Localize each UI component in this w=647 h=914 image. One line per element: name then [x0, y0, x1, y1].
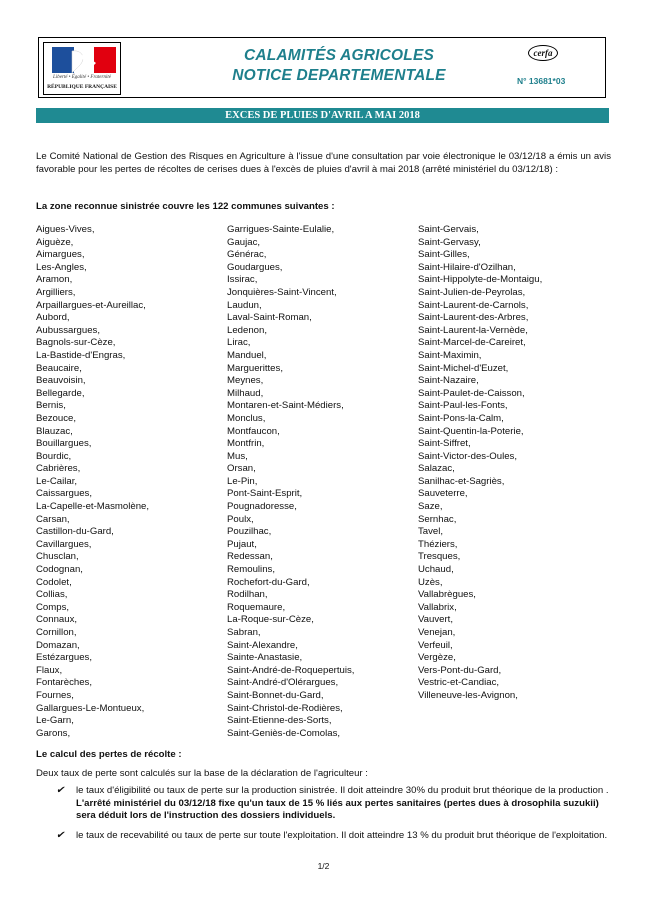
commune-item: Garons, [36, 727, 71, 739]
eligibility-bold-text: L'arrêté ministériel du 03/12/18 fixe qu'un taux de 15 % liés aux pertes sanitaires (pertes dues à drosophila suzukii) sera déduit lors de l'instruction des dossiers individuels. [76, 797, 599, 822]
commune-item: Argilliers, [36, 286, 76, 298]
commune-item: Saint-Gervais, [418, 224, 479, 235]
commune-item: Issirac, [227, 274, 258, 286]
eligibility-bullet [56, 785, 610, 823]
commune-item: Garrigues-Sainte-Eulalie, [227, 224, 335, 235]
commune-item: Cavillargues, [36, 538, 92, 550]
commune-item: Sabran, [227, 627, 261, 638]
commune-item: Pougnadoresse, [227, 501, 297, 513]
commune-item: La-Capelle-et-Masmolène, [36, 501, 150, 513]
commune-item: Saint-Siffret, [418, 438, 471, 450]
commune-item: Aigues-Vives, [36, 224, 95, 235]
commune-item: Bezouce, [36, 412, 77, 424]
commune-item: Vergèze, [418, 652, 456, 664]
commune-item: Carsan, [36, 513, 70, 525]
commune-item: Montfaucon, [227, 425, 280, 437]
commune-item: Aramon, [36, 274, 73, 286]
commune-item: Bagnols-sur-Cèze, [36, 337, 116, 349]
commune-item: Sernhac, [418, 513, 457, 525]
recevability-text: le taux de recevabilité ou taux de perte sur toute l'exploitation. Il doit atteindre 13 % du produit brut théorique de l'exploitation. [76, 830, 608, 841]
commune-item: Saint-Julien-de-Peyrolas, [418, 286, 526, 298]
commune-item: Tresques, [418, 551, 461, 563]
commune-item: Vers-Pont-du-Gard, [418, 664, 502, 676]
title-line-1: CALAMITÉS AGRICOLES [243, 47, 435, 64]
commune-item: Montaren-et-Saint-Médiers, [227, 400, 344, 412]
commune-item: Rochefort-du-Gard, [227, 576, 310, 588]
commune-item: Fournes, [36, 689, 74, 701]
commune-item: Bernis, [36, 400, 66, 412]
commune-item: Générac, [227, 249, 267, 261]
commune-item: Saze, [418, 501, 443, 513]
commune-item: Villeneuve-les-Avignon, [418, 689, 518, 701]
commune-item: Chusclan, [36, 551, 79, 563]
commune-item: Saint-Laurent-des-Arbres, [418, 312, 529, 324]
republique-francaise-logo [43, 42, 121, 95]
commune-item: Collias, [36, 589, 68, 601]
commune-item: Saint-Etienne-des-Sorts, [227, 715, 332, 727]
commune-item: Caissargues, [36, 488, 92, 500]
commune-item: Arpaillargues-et-Aureillac, [36, 299, 146, 311]
commune-item: Gallargues-Le-Montueux, [36, 702, 145, 714]
commune-item: Saint-Hilaire-d'Ozilhan, [418, 261, 516, 273]
commune-item: Saint-Geniès-de-Comolas, [227, 727, 341, 739]
commune-item: Théziers, [418, 538, 458, 550]
commune-item: Saint-Marcel-de-Careiret, [418, 337, 526, 349]
commune-item: Sauveterre, [418, 488, 468, 500]
commune-item: Comps, [36, 601, 70, 613]
commune-item: Cornillon, [36, 627, 77, 638]
commune-item: Laval-Saint-Roman, [227, 312, 312, 324]
commune-item: Codognan, [36, 564, 83, 576]
commune-item: Vauvert, [418, 614, 454, 626]
eligibility-text: le taux d'éligibilité ou taux de perte sur la production sinistrée. Il doit atteindre 30% du produit brut théorique de la production . [76, 785, 609, 796]
commune-item: Le-Cailar, [36, 475, 78, 487]
intro-paragraph: Le Comité National de Gestion des Risques en Agriculture à l'issue d'une consultation par voie électronique le 03/12/18 a émis un avis favorable pour les pertes de récoltes de cerises dues à l'excès de pluies d'avril à mai 2018 (arrêté ministériel du 03/12/18) : [36, 151, 611, 175]
commune-item: La-Roque-sur-Cèze, [227, 614, 314, 626]
commune-item: Vallabrix, [418, 601, 457, 613]
commune-item: Aimargues, [36, 249, 85, 261]
commune-item: Castillon-du-Gard, [36, 526, 114, 538]
commune-item: Saint-Alexandre, [227, 639, 298, 651]
commune-item: Aiguèze, [36, 236, 74, 248]
commune-item: Mus, [227, 450, 248, 462]
commune-item: Poulx, [227, 513, 254, 525]
commune-item: Lirac, [227, 337, 251, 349]
commune-item: Goudargues, [227, 261, 283, 273]
commune-item: Estézargues, [36, 652, 92, 664]
commune-item: Saint-Christol-de-Rodières, [227, 702, 343, 714]
commune-item: Saint-Michel-d'Euzet, [418, 362, 509, 374]
commune-item: Pujaut, [227, 538, 257, 550]
commune-item: Rodilhan, [227, 589, 268, 601]
zone-heading: La zone reconnue sinistrée couvre les 122 communes suivantes : [36, 201, 335, 212]
commune-item: Gaujac, [227, 236, 261, 248]
recevability-bullet [56, 830, 610, 843]
commune-item: Vestric-et-Candiac, [418, 677, 500, 689]
commune-item: Laudun, [227, 299, 262, 311]
logo-motto: Liberté • Égalité • Fraternité [53, 75, 111, 80]
commune-item: Aubussargues, [36, 324, 100, 336]
commune-item: Codolet, [36, 576, 72, 588]
commune-item: Saint-Paul-les-Fonts, [418, 400, 508, 412]
calc-heading: Le calcul des pertes de récolte : [36, 749, 182, 760]
commune-item: Saint-Laurent-de-Carnols, [418, 299, 529, 311]
commune-item: Saint-Laurent-la-Vernède, [418, 324, 528, 336]
commune-item: Connaux, [36, 614, 78, 626]
commune-item: Pont-Saint-Esprit, [227, 488, 303, 500]
document-header [38, 37, 606, 98]
form-number: N° 13681*03 [517, 76, 566, 86]
commune-item: Saint-André-d'Olérargues, [227, 677, 339, 689]
commune-item: Le-Pin, [227, 475, 258, 487]
commune-item: Sanilhac-et-Sagriès, [418, 475, 505, 487]
commune-item: Bourdic, [36, 450, 72, 462]
commune-item: Saint-Gilles, [418, 249, 470, 261]
logo-country: RÉPUBLIQUE FRANÇAISE [47, 84, 117, 90]
commune-item: Monclus, [227, 412, 266, 424]
commune-item: Manduel, [227, 349, 267, 361]
commune-item: Blauzac, [36, 425, 73, 437]
commune-item: Ledenon, [227, 324, 268, 336]
commune-item: Tavel, [418, 526, 444, 538]
commune-item: Saint-Gervasy, [418, 236, 481, 248]
page-number: 1/2 [317, 861, 330, 871]
commune-item: Domazan, [36, 639, 80, 651]
commune-item: Meynes, [227, 375, 264, 387]
marianne-flag-icon [52, 47, 116, 73]
calc-intro: Deux taux de perte sont calculés sur la base de la déclaration de l'agriculteur : [36, 768, 368, 779]
commune-item: Saint-Bonnet-du-Gard, [227, 689, 324, 701]
commune-item: Marguerittes, [227, 362, 283, 374]
commune-item: Remoulins, [227, 564, 275, 576]
commune-item: Uzès, [418, 576, 443, 588]
commune-item: Uchaud, [418, 564, 454, 576]
commune-item: Saint-André-de-Roquepertuis, [227, 664, 355, 676]
commune-item: Le-Garn, [36, 715, 74, 727]
commune-item: Fontarèches, [36, 677, 92, 689]
commune-item: La-Bastide-d'Engras, [36, 349, 126, 361]
commune-item: Montfrin, [227, 438, 265, 450]
commune-item: Les-Angles, [36, 261, 87, 273]
section-banner: EXCES DE PLUIES D'AVRIL A MAI 2018 [36, 108, 609, 123]
commune-item: Saint-Paulet-de-Caisson, [418, 387, 525, 399]
checkmark-icon: ✔ [56, 830, 65, 841]
title-line-2: NOTICE DEPARTEMENTALE [232, 67, 446, 84]
commune-item: Milhaud, [227, 387, 264, 399]
commune-item: Sainte-Anastasie, [227, 652, 303, 664]
commune-item: Bouillargues, [36, 438, 92, 450]
commune-item: Aubord, [36, 312, 70, 324]
commune-item: Flaux, [36, 664, 63, 676]
commune-item: Orsan, [227, 463, 256, 475]
commune-item: Saint-Quentin-la-Poterie, [418, 425, 524, 437]
commune-item: Bellegarde, [36, 387, 85, 399]
commune-item: Saint-Maximin, [418, 349, 482, 361]
commune-item: Saint-Nazaire, [418, 375, 479, 387]
commune-item: Pouzilhac, [227, 526, 272, 538]
commune-item: Saint-Victor-des-Oules, [418, 450, 517, 462]
commune-item: Cabrières, [36, 463, 81, 475]
commune-item: Venejan, [418, 627, 456, 638]
commune-item: Saint-Hippolyte-de-Montaigu, [418, 274, 543, 286]
commune-item: Jonquières-Saint-Vincent, [227, 286, 337, 298]
communes-column-3 [418, 224, 542, 703]
commune-item: Redessan, [227, 551, 273, 563]
commune-item: Beaucaire, [36, 362, 82, 374]
checkmark-icon: ✔ [56, 785, 65, 796]
commune-item: Vallabrègues, [418, 589, 476, 601]
commune-item: Verfeuil, [418, 639, 453, 651]
commune-item: Salazac, [418, 463, 455, 475]
communes-column-2 [227, 224, 354, 740]
communes-column-1 [36, 224, 149, 740]
commune-item: Saint-Pons-la-Calm, [418, 412, 504, 424]
commune-item: Beauvoisin, [36, 375, 86, 387]
cerfa-logo: cerfa [528, 45, 558, 61]
commune-item: Roquemaure, [227, 601, 286, 613]
